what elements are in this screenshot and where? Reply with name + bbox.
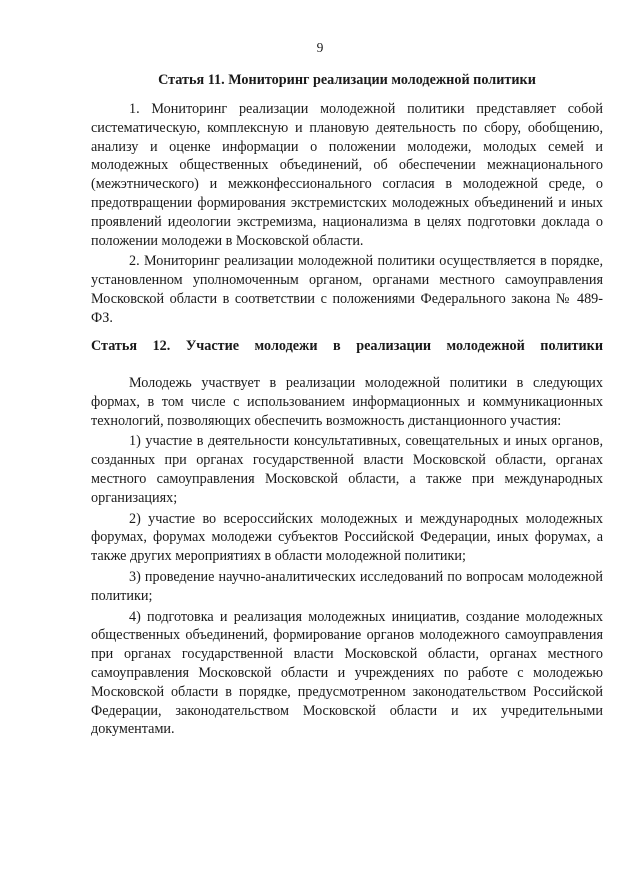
page-number: 9: [316, 40, 324, 55]
article-12-item-4: 4) подготовка и реализация молодежных инициатив, создание молодежных общественных объединений, формирование органов молодежного самоуправления при органах государственной власти Московской области, органах местного самоуправления Московской области и учреждениях по работе с молодежью Московской области в порядке, предусмотренном законодательством Российской Федерации, законодательством Московской области и их учредительными документами.: [91, 608, 603, 738]
article-12-item-2: 2) участие во всероссийских молодежных и международных молодежных форумах, форумах молодежи субъектов Российской Федерации, иных форумах, а также других мероприятиях в области молодежной политики;: [91, 510, 603, 565]
article-11-heading: Статья 11. Мониторинг реализации молодежной политики: [158, 72, 536, 88]
article-12-heading: Статья 12. Участие молодежи в реализации молодежной политики: [91, 338, 603, 354]
article-12-item-1: 1) участие в деятельности консультативных, совещательных и иных органов, созданных при органах государственной власти Московской области, органах местного самоуправления Московской области, а также при международных организациях;: [91, 433, 603, 506]
article-12-intro: Молодежь участвует в реализации молодежной политики в следующих формах, в том числе с использованием информационных и коммуникационных технологий, позволяющих обеспечить возможность дистанционного участия:: [91, 375, 603, 429]
article-12-item-3: 3) проведение научно-аналитических исследований по вопросам молодежной политики;: [91, 568, 603, 604]
article-12-body: [91, 374, 603, 739]
article-11-paragraph-1: 1. Мониторинг реализации молодежной политики представляет собой систематическую, комплексную и плановую деятельность по сбору, обобщению, анализу и оценке информации о положении молодежи, молодых семей и молодежных общественных объединений, об обеспечении межнационального (межэтнического) и межконфессионального согласия в молодежной среде, о предотвращении формирования экстремистских молодежных объединений и иных проявлений идеологии экстремизма, национализма в целях подготовки доклада о положении молодежи в Московской области.: [91, 101, 603, 249]
article-11-paragraph-2: 2. Мониторинг реализации молодежной политики осуществляется в порядке, установленном уполномоченным органом, органами местного самоуправления Московской области в соответствии с положениями Федерального закона № 489-ФЗ.: [91, 253, 603, 326]
article-11-body: [91, 100, 603, 328]
